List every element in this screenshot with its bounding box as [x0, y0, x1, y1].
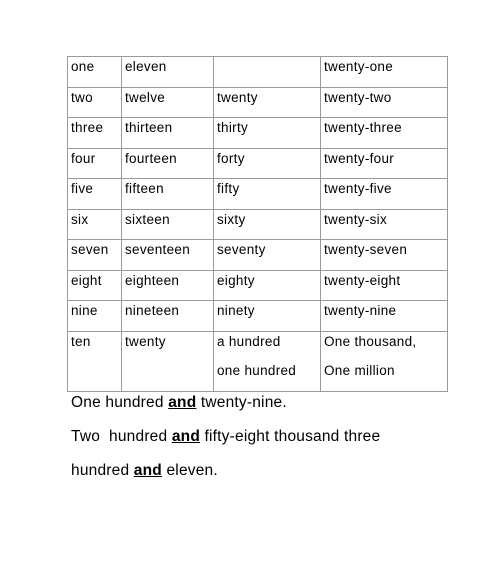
- table-cell: twenty-four: [321, 148, 448, 179]
- table-row: [68, 240, 448, 271]
- table-row: [68, 87, 448, 118]
- table-cell-multiline: [214, 331, 321, 391]
- table-cell: twenty-nine: [321, 301, 448, 332]
- emphasized-and: and: [133, 462, 162, 479]
- table-cell: twelve: [122, 87, 214, 118]
- table-cell: fifteen: [122, 179, 214, 210]
- table-cell: six: [68, 209, 122, 240]
- example-sentences: [71, 392, 380, 494]
- table-cell: twenty: [214, 87, 321, 118]
- table-cell: two: [68, 87, 122, 118]
- table-cell-multiline: [321, 331, 448, 391]
- table-cell: twenty-six: [321, 209, 448, 240]
- sentence-text: twenty-nine.: [196, 394, 287, 411]
- table-row: [68, 148, 448, 179]
- example-sentence: [71, 392, 380, 426]
- table-cell: twenty-two: [321, 87, 448, 118]
- table-cell: fifty: [214, 179, 321, 210]
- table-cell: seventy: [214, 240, 321, 271]
- table-cell: nineteen: [122, 301, 214, 332]
- table-row: [68, 301, 448, 332]
- table-cell: four: [68, 148, 122, 179]
- example-sentence: [71, 426, 380, 460]
- sentence-text: hundred: [71, 462, 134, 479]
- table-cell: ninety: [214, 301, 321, 332]
- sentence-text: eleven.: [161, 462, 218, 479]
- table-cell: sixteen: [122, 209, 214, 240]
- emphasized-and: and: [171, 428, 201, 445]
- table-cell: eleven: [122, 57, 214, 88]
- example-sentence: [71, 460, 380, 494]
- table-row: [68, 209, 448, 240]
- table-row: [68, 270, 448, 301]
- table-cell: twenty-five: [321, 179, 448, 210]
- table-cell: seventeen: [122, 240, 214, 271]
- table-row: [68, 57, 448, 88]
- numbers-table: [67, 56, 448, 392]
- table-cell: twenty-seven: [321, 240, 448, 271]
- table-cell: eight: [68, 270, 122, 301]
- cell-line: One thousand,: [324, 333, 417, 349]
- table-row: [68, 179, 448, 210]
- cell-line: a hundred: [217, 333, 281, 349]
- table-cell: ten: [68, 331, 122, 391]
- table-cell: twenty: [122, 331, 214, 391]
- table-cell: nine: [68, 301, 122, 332]
- table-cell: forty: [214, 148, 321, 179]
- table-row: [68, 118, 448, 149]
- table-cell: twenty-one: [321, 57, 448, 88]
- sentence-text: Two hundred: [71, 428, 172, 445]
- table-cell: twenty-eight: [321, 270, 448, 301]
- table-cell: thirty: [214, 118, 321, 149]
- table-cell: fourteen: [122, 148, 214, 179]
- sentence-text: One hundred: [71, 394, 169, 411]
- sentence-text: fifty-eight thousand three: [200, 428, 381, 445]
- numbers-table-body: [68, 57, 448, 392]
- table-cell: seven: [68, 240, 122, 271]
- table-cell: one: [68, 57, 122, 88]
- table-cell: [214, 57, 321, 88]
- table-cell: three: [68, 118, 122, 149]
- table-cell: eighteen: [122, 270, 214, 301]
- cell-line: one hundred: [217, 362, 297, 378]
- table-cell: sixty: [214, 209, 321, 240]
- cell-line: One million: [324, 362, 395, 378]
- table-cell: twenty-three: [321, 118, 448, 149]
- table-cell: thirteen: [122, 118, 214, 149]
- emphasized-and: and: [168, 394, 197, 411]
- table-row: [68, 331, 448, 391]
- table-cell: eighty: [214, 270, 321, 301]
- table-cell: five: [68, 179, 122, 210]
